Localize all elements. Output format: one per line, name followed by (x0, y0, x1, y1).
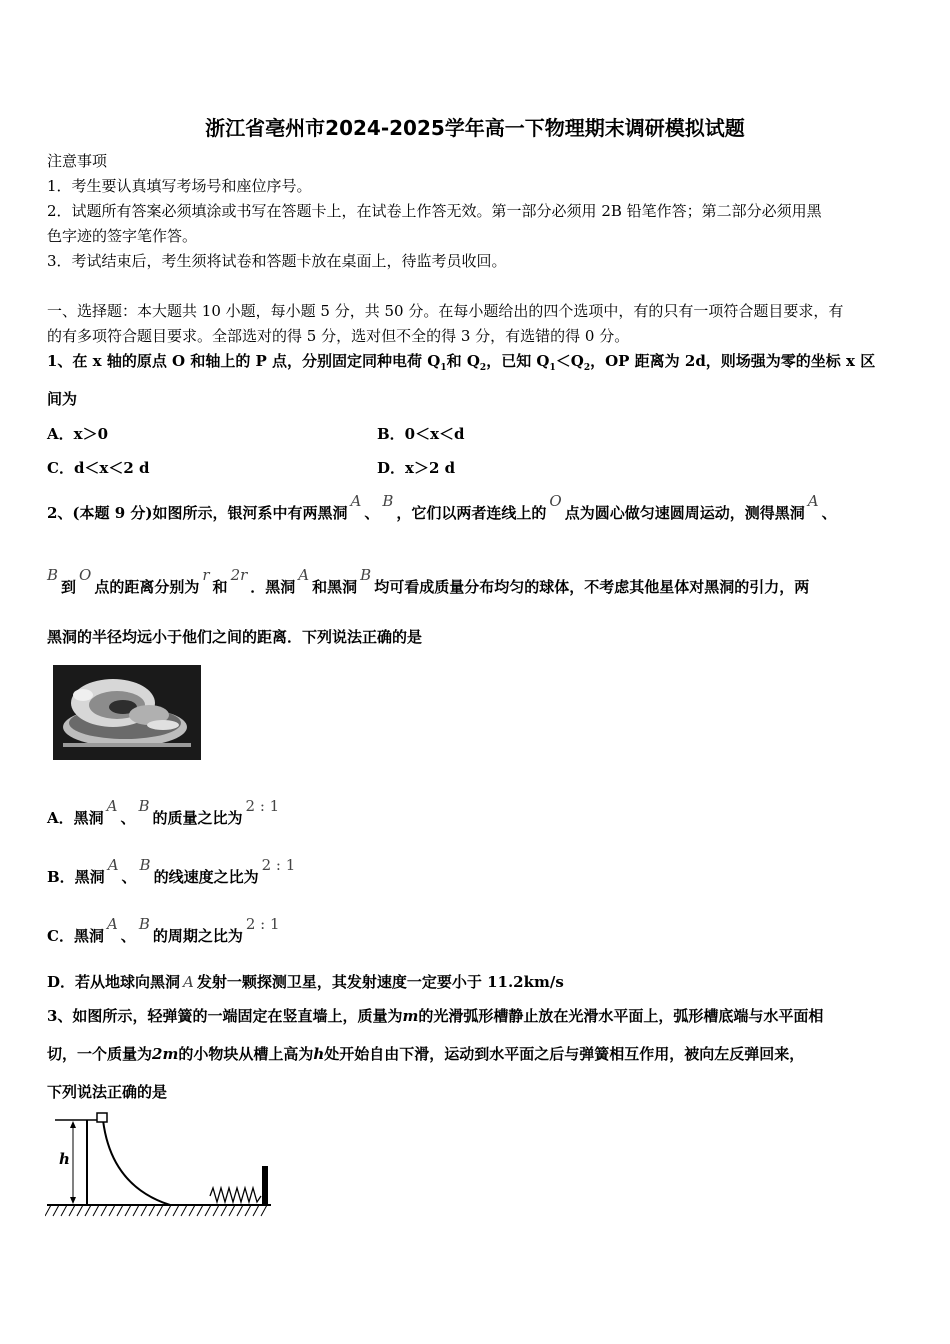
question-3-text: 3、如图所示，轻弹簧的一端固定在竖直墙上，质量为m的光滑弧形槽静止放在光滑水平面上，弧形槽底端与水平面相 (47, 1007, 824, 1025)
q1-option-b: B．0＜x＜d (377, 425, 465, 443)
q2-option-a: A．黑洞A、B的质量之比为2 : 1 (47, 797, 280, 827)
q2-option-d: D．若从地球向黑洞 A 发射一颗探测卫星，其发射速度一定要小于 11.2km/s (47, 973, 564, 991)
notice-heading: 注意事项 (47, 152, 108, 170)
q1-option-a: A．x＞0 (47, 425, 109, 443)
black-hole-figure (53, 665, 201, 760)
notice-item: 2．试题所有答案必须填涂或书写在答题卡上，在试卷上作答无效。第一部分必须用 2B 铅笔作答；第二部分必须用黑 (47, 202, 822, 220)
question-1-text-cont: 间为 (47, 390, 78, 408)
question-1-text: 1、在 x 轴的原点 O 和轴上的 P 点，分别固定同种电荷 $Q_1$和 $Q_2$，已知 $Q_1<Q_2$，OP 距离为 2d，则场强为零的坐标 x 区 (47, 352, 876, 373)
question-2-text-cont: 黑洞的半径均远小于他们之间的距离．下列说法正确的是 (47, 628, 423, 646)
notice-item: 3．考试结束后，考生须将试卷和答题卡放在桌面上，待监考员收回。 (47, 252, 507, 270)
notice-item: 色字迹的签字笔作答。 (47, 227, 198, 245)
q2-option-c: C．黑洞A、B的周期之比为2 : 1 (47, 915, 280, 945)
q1-option-d: D．x＞2 d (377, 459, 456, 477)
height-label: h (59, 1150, 70, 1168)
question-2-text: 2、(本题 9 分)如图所示，银河系中有两黑洞A、B，它们以两者连线上的O点为圆心做匀速圆周运动，测得黑洞A、 (47, 492, 837, 522)
spring-slope-figure (45, 1108, 275, 1223)
question-3-text-cont: 切，一个质量为2m的小物块从槽上高为h处开始自由下滑，运动到水平面之后与弹簧相互作用，被向左反弹回来， (47, 1045, 805, 1063)
page-title: 浙江省亳州市2024-2025学年高一下物理期末调研模拟试题 (205, 116, 745, 140)
question-2-text-cont: B到O点的距离分别为r和2r．黑洞A和黑洞B均可看成质量分布均匀的球体，不考虑其他星体对黑洞的引力，两 (47, 566, 810, 596)
section-intro: 的有多项符合题目要求。全部选对的得 5 分，选对但不全的得 3 分，有选错的得 0 分。 (47, 327, 630, 345)
q2-option-b: B．黑洞A、B的线速度之比为2 : 1 (47, 856, 296, 886)
notice-item: 1．考生要认真填写考场号和座位序号。 (47, 177, 312, 195)
section-intro: 一、选择题：本大题共 10 小题，每小题 5 分，共 50 分。在每小题给出的四个选项中，有的只有一项符合题目要求，有 (47, 302, 844, 320)
q1-option-c: C．d＜x＜2 d (47, 459, 150, 477)
question-3-text-cont: 下列说法正确的是 (47, 1083, 168, 1101)
